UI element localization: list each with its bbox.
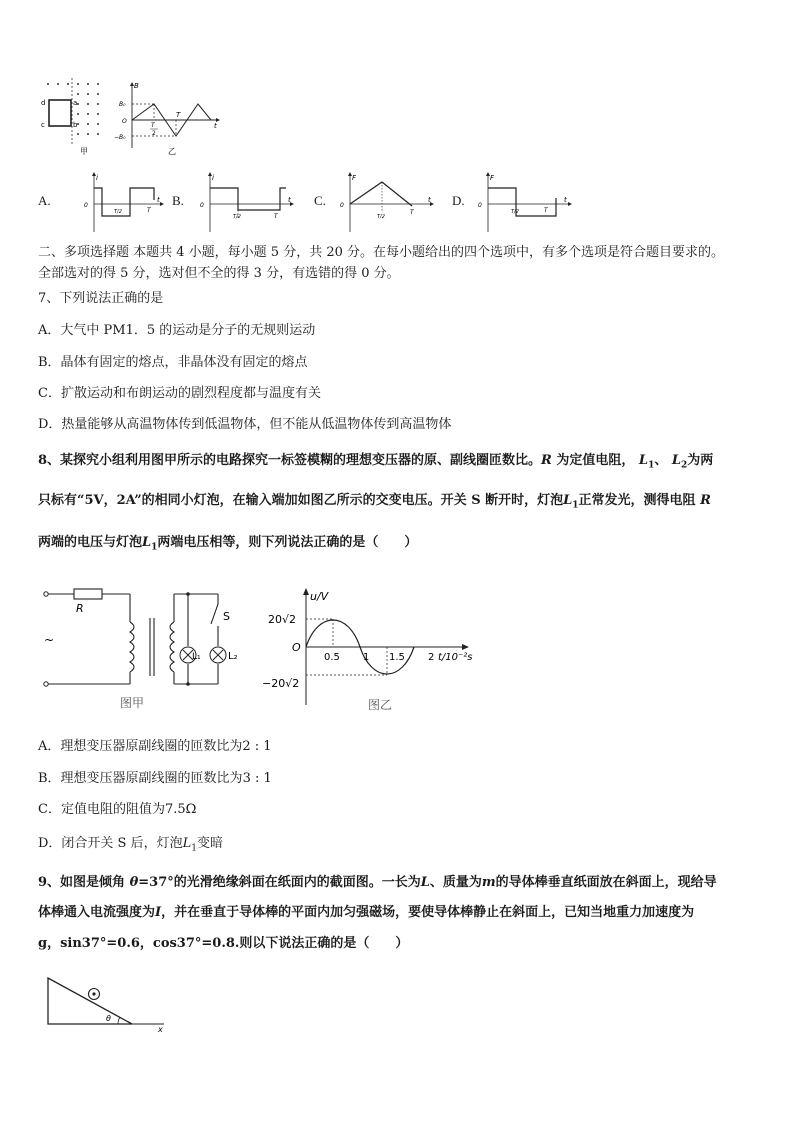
- switch-s: [211, 604, 218, 624]
- section2-line1: 二、多项选择题 本题共 4 小题，每小题 5 分，共 20 分。在每小题给出的四个选项中，有多个选项是符合题目要求的。: [38, 245, 725, 260]
- ratio-value: 3 : 1: [242, 771, 272, 786]
- t-label: T: [544, 207, 548, 214]
- resistance-value: 7.5Ω: [164, 802, 197, 817]
- l1-label: L₁: [192, 652, 201, 662]
- text: 两端的电压与灯泡: [38, 535, 143, 550]
- q6-option-b-graph: [200, 172, 296, 234]
- q9-stem-line3: g，sin37°=0.6，cos37°=0.8.则以下说法正确的是（ ）: [38, 936, 409, 951]
- q7-option-c[interactable]: C．扩散运动和布朗运动的剧烈程度都与温度有关: [38, 386, 321, 401]
- u-axis-label: u/V: [310, 590, 329, 603]
- y-axis-label: i: [96, 174, 98, 182]
- q6-option-d-label[interactable]: D.: [452, 193, 465, 208]
- half-t-num: T: [151, 122, 155, 129]
- text: 的导体棒垂直纸面放在斜面上，现给导: [495, 875, 717, 890]
- theta-label: θ: [106, 1014, 111, 1023]
- origin-label: 0: [340, 202, 344, 209]
- y-neg-label: −20√2: [262, 677, 300, 690]
- corner-a: a: [73, 99, 78, 107]
- lamp-l2: [210, 647, 226, 663]
- sub: 1: [191, 843, 197, 854]
- x-axis-label: t: [288, 196, 291, 204]
- q6-option-c-label[interactable]: C.: [314, 193, 326, 208]
- t-label: T: [274, 213, 278, 220]
- origin-label: O: [122, 118, 127, 125]
- text: 为两: [687, 453, 714, 468]
- text: 变暗: [196, 836, 223, 851]
- half-t-den: 2: [152, 130, 156, 137]
- tick-1-5: 1.5: [389, 652, 405, 663]
- q8-stem-line1: [38, 452, 713, 475]
- sub: 1: [572, 500, 579, 511]
- q8-option-a[interactable]: [38, 738, 272, 756]
- ac-source-label: ~: [44, 633, 55, 647]
- origin-label: 0: [478, 202, 482, 209]
- q6-option-c-graph: [340, 172, 436, 234]
- y-axis-label: F: [490, 174, 495, 182]
- text: D．闭合开关 S 后，灯泡: [38, 836, 183, 851]
- caption-tujia: 图甲: [120, 696, 145, 710]
- x-label: x: [158, 1025, 163, 1034]
- b0-label: B₀: [119, 101, 126, 108]
- y-pos-label: 20√2: [268, 613, 297, 626]
- q6-option-b-label[interactable]: B.: [172, 193, 184, 208]
- i-symbol: I: [155, 905, 162, 920]
- m-symbol: m: [481, 875, 496, 890]
- text: B．理想变压器原副线圈的匝数比为: [38, 771, 243, 786]
- q7-option-b[interactable]: B．晶体有固定的熔点，非晶体没有固定的熔点: [38, 355, 308, 370]
- text: 、质量为: [429, 875, 482, 890]
- axis-b-label: B: [134, 82, 139, 90]
- theta-symbol: θ: [129, 875, 139, 890]
- x-axis-label: t: [157, 196, 160, 204]
- q8-circuit-diagram: [40, 582, 250, 712]
- origin-label: 0: [200, 202, 204, 209]
- q8-stem-line2: [38, 492, 711, 515]
- tick-1: 1: [363, 652, 370, 663]
- text: A．理想变压器原副线圈的匝数比为: [38, 739, 243, 754]
- sub: 1: [648, 460, 655, 471]
- t-label: T: [410, 209, 414, 216]
- text: 两端电压相等，则下列说法正确的是（ ）: [157, 535, 418, 550]
- x-axis-label: t: [428, 196, 431, 204]
- l2-label: L₂: [228, 651, 238, 662]
- r-symbol: R: [541, 453, 552, 468]
- q8-option-c[interactable]: [38, 801, 196, 819]
- q7-option-a[interactable]: A．大气中 PM1．5 的运动是分子的无规则运动: [38, 323, 316, 338]
- t-label: T: [147, 207, 151, 214]
- origin-label: 0: [84, 202, 88, 209]
- text: 正常发光，测得电阻: [578, 493, 696, 508]
- corner-d: d: [41, 99, 46, 107]
- sub: 2: [681, 460, 688, 471]
- text: 为定值电阻，: [551, 453, 635, 468]
- half-t-label: T/2: [377, 214, 385, 220]
- q8-option-b[interactable]: [38, 770, 272, 788]
- l-symbol: L: [420, 875, 430, 890]
- axis-t-label: t: [214, 122, 217, 130]
- r-label: R: [76, 602, 84, 615]
- y-axis-label: F: [352, 174, 357, 182]
- q6-option-a-label[interactable]: A.: [38, 193, 51, 208]
- q9-stem-line1: [38, 874, 717, 892]
- l1-symbol: L: [142, 535, 152, 550]
- origin-label: O: [292, 641, 301, 654]
- l1-symbol: L: [182, 836, 192, 851]
- l1-symbol: L: [563, 493, 573, 508]
- half-t-label: T/2: [511, 209, 519, 215]
- text: ，并在垂直于导体棒的平面内加匀强磁场，要使导体棒静止在斜面上，已知当地重力加速度为: [161, 905, 695, 920]
- y-axis-label: i: [212, 174, 214, 182]
- half-t-label: T/2: [233, 214, 241, 220]
- q8-voltage-graph: [262, 585, 484, 715]
- text: =37°的光滑绝缘斜面在纸面内的截面图。一长为: [138, 875, 421, 890]
- q8-stem-line3: [38, 534, 417, 557]
- q9-stem-line2: [38, 904, 694, 922]
- ratio-value: 2 : 1: [242, 739, 272, 754]
- caption-tuyi: 图乙: [368, 698, 393, 712]
- s-label: S: [223, 610, 230, 623]
- corner-b: b: [73, 121, 78, 129]
- neg-b0-label: −B₀: [114, 134, 126, 141]
- coil-square: [49, 100, 71, 126]
- resistor-r: [74, 589, 102, 599]
- text: 只标有“5V，2A”的相同小灯泡，在输入端加如图乙所示的交变电压。开关 S 断开时，灯泡: [38, 493, 564, 508]
- q8-option-d[interactable]: [38, 835, 223, 858]
- caption-yi: 乙: [168, 147, 176, 156]
- caption-jia: 甲: [80, 147, 88, 156]
- tick-2: 2: [428, 652, 435, 663]
- q6-option-d-graph: [478, 172, 574, 234]
- t-axis-label: t/10⁻²s: [438, 652, 473, 663]
- q6-option-a-graph: [84, 172, 164, 234]
- top-figure: [36, 78, 226, 158]
- period-label: T: [176, 111, 181, 119]
- text: 体棒通入电流强度为: [38, 905, 156, 920]
- l2-symbol: L: [671, 453, 682, 468]
- half-t-label: T/2: [114, 209, 122, 215]
- text: 、: [654, 453, 668, 468]
- q7-option-d[interactable]: D．热量能够从高温物体传到低温物体，但不能从低温物体传到高温物体: [38, 417, 452, 432]
- q9-incline-figure: [44, 972, 174, 1034]
- sub: 1: [151, 542, 158, 553]
- text: 9、如图是倾角: [38, 875, 130, 890]
- q7-stem: 7、下列说法正确的是: [38, 291, 164, 306]
- x-axis-label: t: [564, 196, 567, 204]
- section2-line2: 全部选对的得 5 分，选对但不全的得 3 分，有选错的得 0 分。: [38, 266, 400, 281]
- tick-0-5: 0.5: [324, 652, 340, 663]
- text: 8、某探究小组利用图甲所示的电路探究一标签模糊的理想变压器的原、副线圈匝数比。: [38, 453, 542, 468]
- text: C．定值电阻的阻值为: [38, 802, 165, 817]
- l1-symbol: L: [638, 453, 649, 468]
- corner-c: c: [41, 121, 45, 129]
- r-symbol: R: [700, 493, 711, 508]
